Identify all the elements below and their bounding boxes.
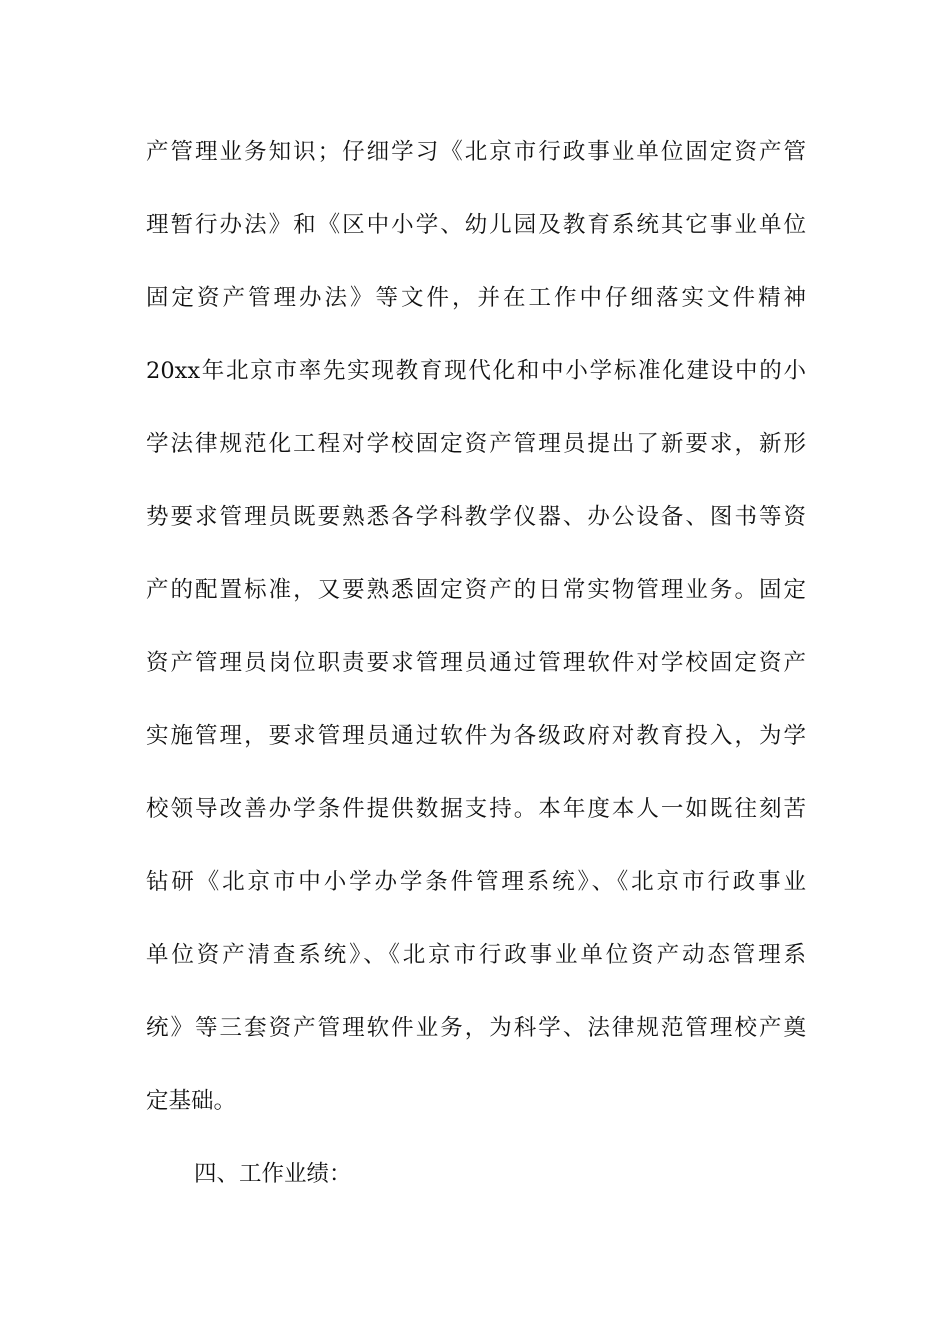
paragraph-line-8: 资产管理员岗位职责要求管理员通过管理软件对学校固定资产 bbox=[146, 650, 806, 676]
paragraph-line-12: 单位资产清查系统》、《北京市行政事业单位资产动态管理系 bbox=[146, 942, 806, 968]
paragraph-line-11: 钻研《北京市中小学办学条件管理系统》、《北京市行政事业 bbox=[146, 869, 806, 895]
paragraph-line-13: 统》等三套资产管理软件业务，为科学、法律规范管理校产奠 bbox=[146, 1015, 806, 1041]
paragraph-line-1: 产管理业务知识；仔细学习《北京市行政事业单位固定资产管 bbox=[146, 139, 806, 165]
section-heading: 四、工作业绩： bbox=[194, 1161, 352, 1187]
paragraph-line-6: 势要求管理员既要熟悉各学科教学仪器、办公设备、图书等资 bbox=[146, 504, 806, 530]
paragraph-line-14: 定基础。 bbox=[146, 1088, 237, 1114]
paragraph-line-9: 实施管理，要求管理员通过软件为各级政府对教育投入，为学 bbox=[146, 723, 806, 749]
paragraph-line-3: 固定资产管理办法》等文件，并在工作中仔细落实文件精神 bbox=[146, 285, 806, 311]
paragraph-line-4: 20xx年北京市率先实现教育现代化和中小学标准化建设中的小 bbox=[146, 358, 806, 384]
paragraph-line-2: 理暂行办法》和《区中小学、幼儿园及教育系统其它事业单位 bbox=[146, 212, 806, 238]
paragraph-line-7: 产的配置标准，又要熟悉固定资产的日常实物管理业务。固定 bbox=[146, 577, 806, 603]
paragraph-line-5: 学法律规范化工程对学校固定资产管理员提出了新要求，新形 bbox=[146, 431, 806, 457]
paragraph-line-10: 校领导改善办学条件提供数据支持。本年度本人一如既往刻苦 bbox=[146, 796, 806, 822]
